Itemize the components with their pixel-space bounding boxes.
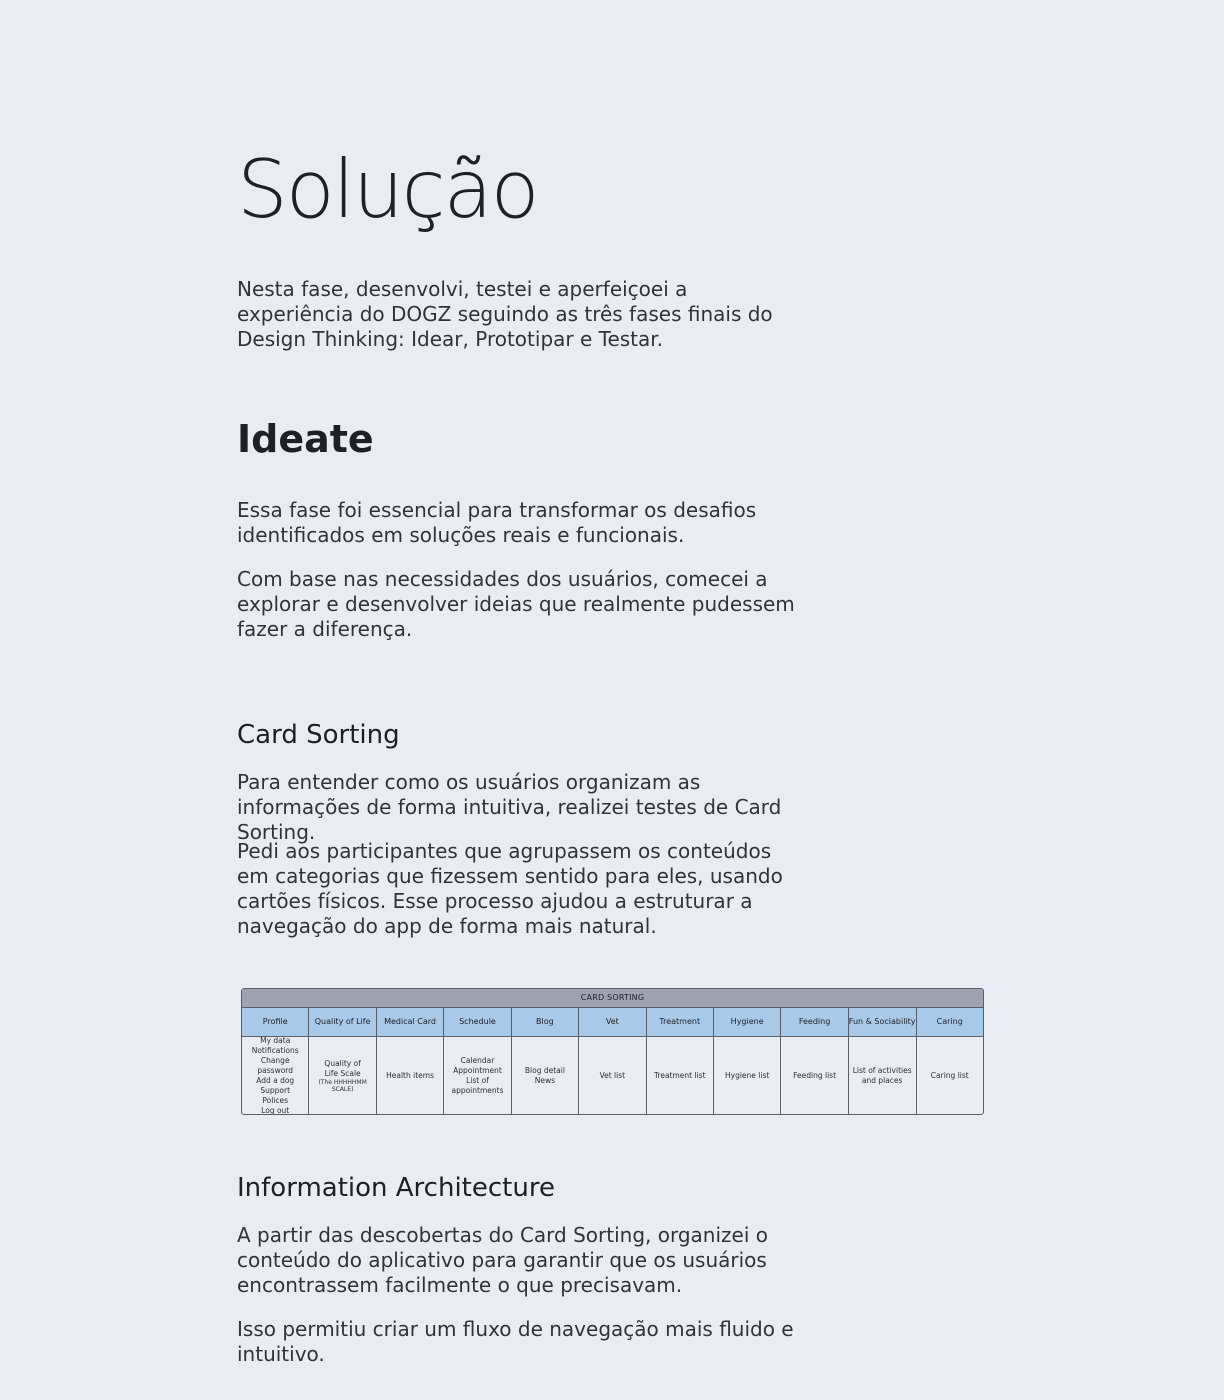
card-sorting-cell <box>849 1037 916 1114</box>
card-sorting-item: Caring list <box>930 1070 969 1080</box>
card-sorting-column <box>377 1008 444 1114</box>
card-sorting-item: Support <box>260 1085 291 1095</box>
card-sorting-item: and places <box>861 1075 903 1085</box>
card-sorting-item: Blog detail <box>524 1065 565 1075</box>
card-sorting-column-header: Blog <box>512 1008 578 1037</box>
information-architecture-paragraph-2: Isso permitiu criar um fluxo de navegação mais fluido e intuitivo. <box>237 1317 794 1366</box>
card-sorting-item: appointments <box>451 1085 504 1095</box>
card-sorting-cell <box>377 1037 443 1114</box>
card-sorting-cell <box>512 1037 578 1114</box>
card-sorting-column-header: Treatment <box>647 1008 713 1037</box>
card-sorting-item: List of activities <box>852 1065 912 1075</box>
card-sorting-table-title: CARD SORTING <box>242 989 983 1008</box>
card-sorting-column <box>444 1008 511 1114</box>
card-sorting-item: Log out <box>261 1105 290 1115</box>
card-sorting-column <box>512 1008 579 1114</box>
card-sorting-cell <box>444 1037 510 1114</box>
card-sorting-item: My data <box>260 1035 291 1045</box>
card-sorting-column-header: Schedule <box>444 1008 510 1037</box>
card-sorting-column <box>579 1008 646 1114</box>
page-title: Solução <box>237 143 538 236</box>
information-architecture-paragraph-1: A partir das descobertas do Card Sorting, organizei o conteúdo do aplicativo para garantir que os usuários encontrassem facilmente o que precisavam. <box>237 1223 768 1297</box>
card-sorting-column <box>714 1008 781 1114</box>
card-sorting-columns <box>242 1008 983 1114</box>
card-sorting-table <box>241 988 984 1115</box>
card-sorting-item: List of <box>466 1075 489 1085</box>
card-sorting-item: Life Scale <box>324 1068 361 1078</box>
card-sorting-item: Vet list <box>599 1070 626 1080</box>
card-sorting-column <box>781 1008 848 1114</box>
card-sorting-item: Appointment <box>453 1065 502 1075</box>
card-sorting-column-header: Hygiene <box>714 1008 780 1037</box>
card-sorting-item: Polices <box>262 1095 289 1105</box>
card-sorting-item: News <box>534 1075 556 1085</box>
card-sorting-column-header: Caring <box>917 1008 983 1037</box>
card-sorting-item: Feeding list <box>793 1070 837 1080</box>
card-sorting-cell <box>242 1037 308 1114</box>
intro-paragraph: Nesta fase, desenvolvi, testei e aperfeiçoei a experiência do DOGZ seguindo as três fases finais do Design Thinking: Idear, Prototipar e Testar. <box>237 277 773 351</box>
card-sorting-cell <box>647 1037 713 1114</box>
card-sorting-item: Hygiene list <box>725 1070 770 1080</box>
card-sorting-paragraph-1: Para entender como os usuários organizam as informações de forma intuitiva, realizei testes de Card Sorting. <box>237 770 782 844</box>
card-sorting-cell <box>579 1037 645 1114</box>
card-sorting-item: Change password <box>257 1055 294 1075</box>
card-sorting-column-header: Quality of Life <box>309 1008 375 1037</box>
card-sorting-column <box>242 1008 309 1114</box>
card-sorting-item: Health items <box>386 1070 434 1080</box>
card-sorting-item: Quality of <box>324 1058 361 1068</box>
card-sorting-column <box>917 1008 983 1114</box>
card-sorting-item: Treatment list <box>653 1070 706 1080</box>
card-sorting-item: Calendar <box>460 1055 495 1065</box>
card-sorting-column <box>309 1008 376 1114</box>
card-sorting-paragraph-2: Pedi aos participantes que agrupassem os conteúdos em categorias que fizessem sentido para eles, usando cartões físicos. Esse processo ajudou a estruturar a navegação do app de forma mais natural. <box>237 839 783 938</box>
card-sorting-column-header: Feeding <box>781 1008 847 1037</box>
card-sorting-heading: Card Sorting <box>237 720 400 750</box>
card-sorting-column-header: Vet <box>579 1008 645 1037</box>
card-sorting-cell <box>309 1037 375 1114</box>
card-sorting-column-header: Fun & Sociability <box>849 1008 916 1037</box>
ideate-heading: Ideate <box>237 417 374 461</box>
card-sorting-item: Notifications <box>251 1045 299 1055</box>
information-architecture-heading: Information Architecture <box>237 1173 555 1203</box>
card-sorting-cell <box>714 1037 780 1114</box>
ideate-paragraph-2: Com base nas necessidades dos usuários, comecei a explorar e desenvolver ideias que realmente pudessem fazer a diferença. <box>237 567 795 641</box>
card-sorting-column-header: Profile <box>242 1008 308 1037</box>
card-sorting-column <box>849 1008 917 1114</box>
card-sorting-item-note: (The HHHHHMM SCALE) <box>318 1078 367 1093</box>
card-sorting-column-header: Medical Card <box>377 1008 443 1037</box>
card-sorting-item: Add a dog <box>256 1075 295 1085</box>
card-sorting-cell <box>917 1037 983 1114</box>
card-sorting-cell <box>781 1037 847 1114</box>
ideate-paragraph-1: Essa fase foi essencial para transformar os desafios identificados em soluções reais e funcionais. <box>237 498 757 547</box>
card-sorting-column <box>647 1008 714 1114</box>
